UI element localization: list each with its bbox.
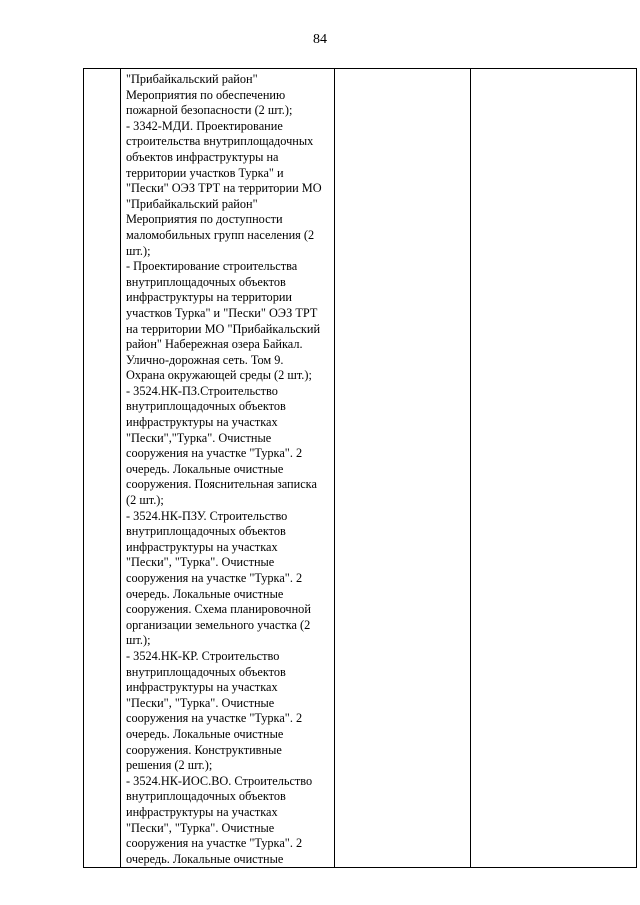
description-line: - Проектирование строительства — [126, 259, 298, 274]
description-line: Улично-дорожная сеть. Том 9. — [126, 352, 284, 367]
description-line: очередь. Локальные очистные — [126, 851, 284, 866]
description-line: инфраструктуры на участках — [126, 539, 278, 554]
description-line: шт.); — [126, 243, 151, 258]
cell-description — [121, 69, 335, 868]
description-line: внутриплощадочных объектов — [126, 399, 286, 414]
description-line: внутриплощадочных объектов — [126, 789, 286, 804]
description-line: шт.); — [126, 633, 151, 648]
description-line: "Пески", "Турка". Очистные — [126, 695, 275, 710]
description-line: "Пески","Турка". Очистные — [126, 430, 272, 445]
description-line: внутриплощадочных объектов — [126, 274, 286, 289]
description-line: - 3524.НК-ПЗУ. Строительство — [126, 508, 288, 523]
description-line: - 3342-МДИ. Проектирование — [126, 118, 283, 133]
description-line: сооружения на участке "Турка". 2 — [126, 711, 303, 726]
description-line: Мероприятия по доступности — [126, 212, 283, 227]
description-line: инфраструктуры на территории — [126, 290, 293, 305]
description-line: маломобильных групп населения (2 — [126, 227, 315, 242]
description-line: сооружения на участке "Турка". 2 — [126, 836, 303, 851]
description-line: - 3524.НК-ИОС.ВО. Строительство — [126, 773, 313, 788]
description-line: сооружения. Пояснительная записка — [126, 477, 317, 492]
description-line: сооружения на участке "Турка". 2 — [126, 571, 303, 585]
description-line: внутриплощадочных объектов — [126, 664, 286, 679]
description-line: инфраструктуры на участках — [126, 680, 278, 695]
description-line: строительства внутриплощадочных — [126, 134, 314, 149]
description-line: очередь. Локальные очистные — [126, 461, 284, 476]
description-line: Мероприятия по обеспечению — [126, 87, 286, 102]
description-line: участков Турка" и "Пески" ОЭЗ ТРТ — [126, 305, 318, 320]
description-line: инфраструктуры на участках — [126, 804, 278, 819]
description-line: район" Набережная озера Байкал. — [126, 337, 303, 352]
description-line: объектов инфраструктуры на — [126, 149, 279, 164]
cell-column-4 — [471, 69, 637, 868]
description-line: пожарной безопасности (2 шт.); — [126, 103, 293, 118]
description-line: "Пески", "Турка". Очистные — [126, 820, 275, 835]
description-line: Охрана окружающей среды (2 шт.); — [126, 368, 312, 383]
description-line: очередь. Локальные очистные — [126, 726, 284, 741]
cell-index — [84, 69, 121, 868]
description-line: территории участков Турка" и — [126, 165, 284, 180]
page-number: 84 — [313, 32, 327, 47]
description-line: "Прибайкальский район" — [126, 196, 258, 211]
document-table — [83, 68, 637, 868]
description-line: сооружения. Конструктивные — [126, 742, 282, 757]
description-line: - 3524.НК-КР. Строительство — [126, 648, 280, 663]
description-line: решения (2 шт.); — [126, 758, 213, 773]
table-row — [84, 69, 637, 868]
description-line: очередь. Локальные очистные — [126, 586, 284, 601]
description-line: "Прибайкальский район" — [126, 72, 258, 86]
description-line: инфраструктуры на участках — [126, 415, 278, 430]
description-text — [121, 69, 334, 867]
description-line: сооружения. Схема планировочной — [126, 602, 311, 617]
description-line: сооружения на участке "Турка". 2 — [126, 446, 303, 461]
description-line: "Пески" ОЭЗ ТРТ на территории МО — [126, 181, 322, 196]
description-line: (2 шт.); — [126, 493, 164, 508]
description-line: - 3524.НК-ПЗ.Строительство — [126, 383, 278, 398]
description-line: внутриплощадочных объектов — [126, 524, 286, 539]
description-line: "Пески", "Турка". Очистные — [126, 555, 275, 570]
cell-column-3 — [335, 69, 471, 868]
description-line: организации земельного участка (2 — [126, 617, 311, 632]
description-line: на территории МО "Прибайкальский — [126, 321, 321, 336]
